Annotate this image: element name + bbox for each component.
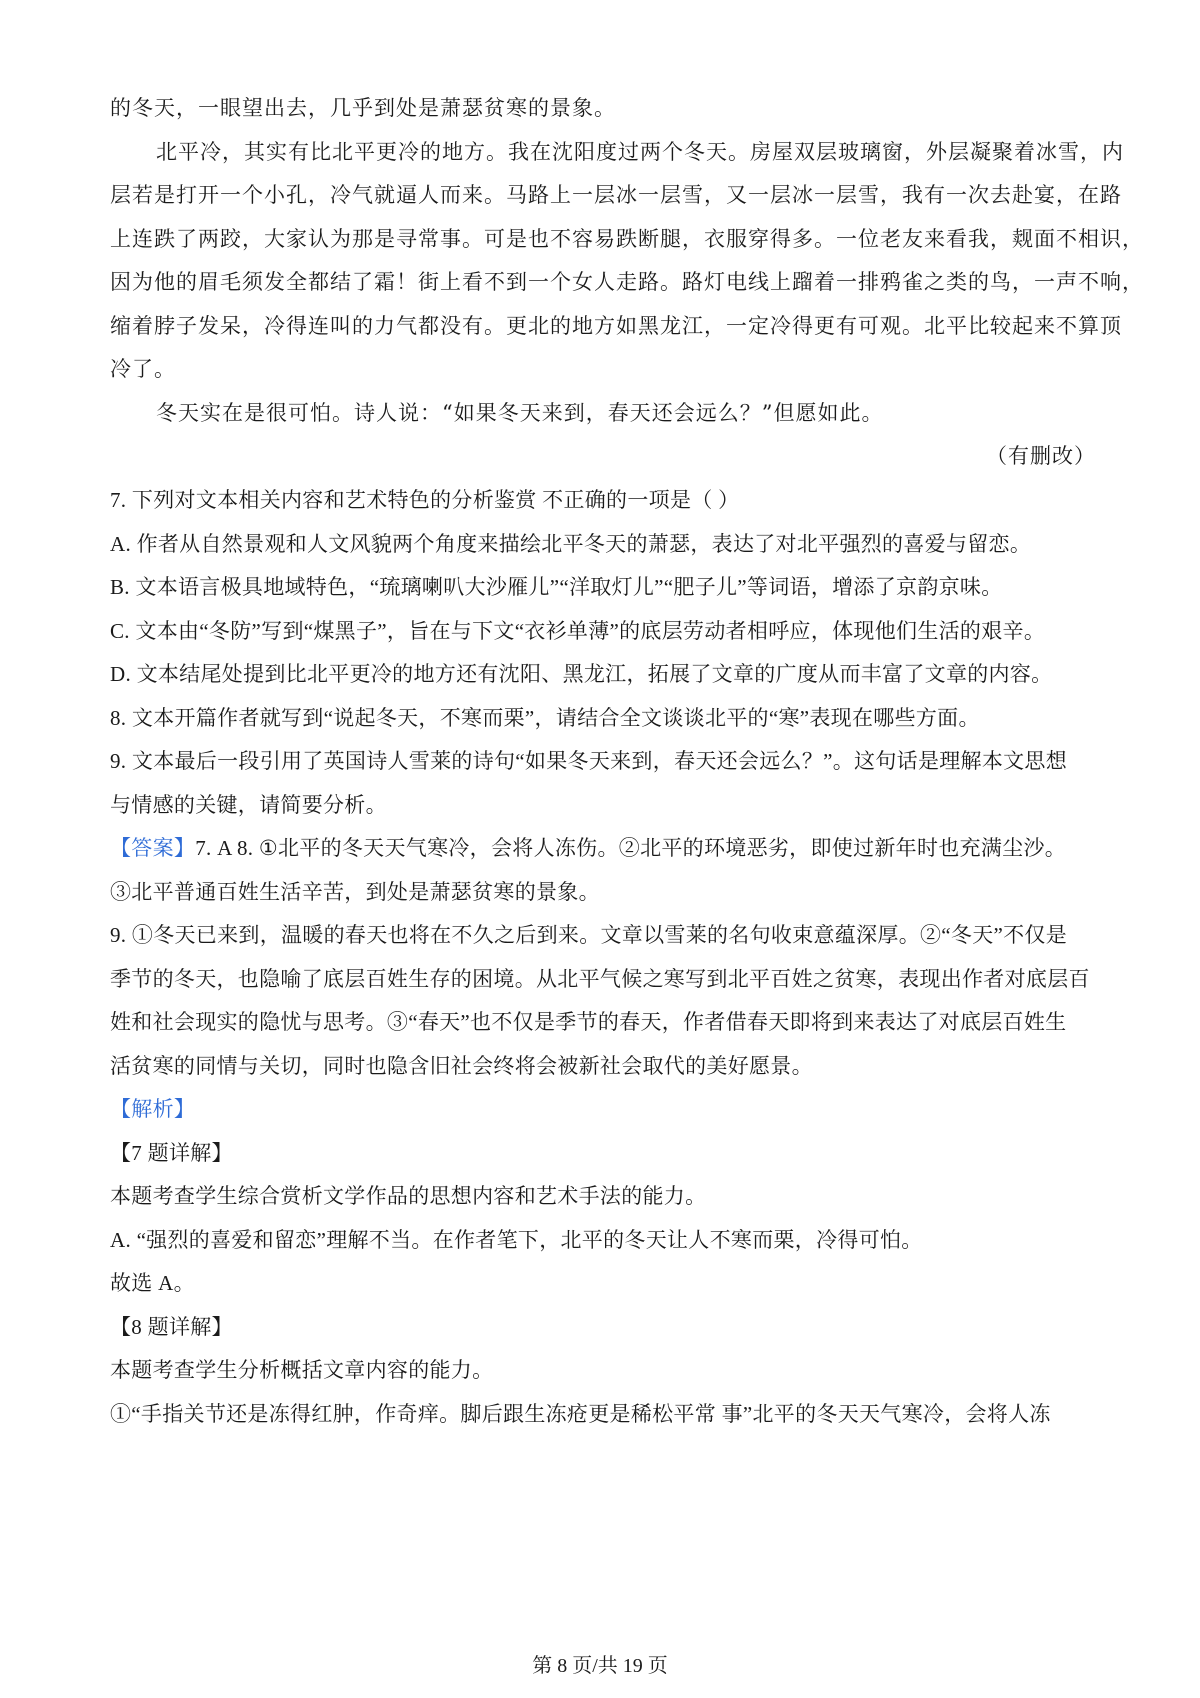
question-9: 9. 文本最后一段引用了英国诗人雪莱的诗句“如果冬天来到，春天还会远么？”。这句话是理解本文思想 xyxy=(110,749,1068,773)
analysis-line: 本题考查学生综合赏析文学作品的思想内容和艺术手法的能力。 xyxy=(110,1184,707,1208)
option-c: C. 文本由“冬防”写到“煤黑子”，旨在与下文“衣衫单薄”的底层劳动者相呼应，体现他们生活的艰辛。 xyxy=(110,619,1046,643)
option-d: D. 文本结尾处提到比北平更冷的地方还有沈阳、黑龙江，拓展了文章的广度从而丰富了文章的内容。 xyxy=(110,662,1053,686)
question-7: 7. 下列对文本相关内容和艺术特色的分析鉴赏 不正确的一项是（ ） xyxy=(110,488,740,512)
question-8: 8. 文本开篇作者就写到“说起冬天，不寒而栗”，请结合全文谈谈北平的“寒”表现在哪些方面。 xyxy=(110,706,980,730)
answer-tag: 【答案】 xyxy=(110,836,196,860)
option-a: A. 作者从自然景观和人文风貌两个角度来描绘北平冬天的萧瑟，表达了对北平强烈的喜爱与留恋。 xyxy=(110,532,1032,556)
analysis-line: A. “强烈的喜爱和留恋”理解不当。在作者笔下，北平的冬天让人不寒而栗，冷得可怕。 xyxy=(110,1228,923,1252)
analysis-line: 本题考查学生分析概括文章内容的能力。 xyxy=(110,1358,494,1382)
analysis-line: 故选 A。 xyxy=(110,1271,195,1295)
passage-line: 北平冷，其实有比北平更冷的地方。我在沈阳度过两个冬天。房屋双层玻璃窗，外层凝聚着冰雪，内 xyxy=(156,140,1124,164)
answer-line: 季节的冬天，也隐喻了底层百姓生存的困境。从北平气候之寒写到北平百姓之贫寒，表现出作者对底层百 xyxy=(110,967,1090,991)
answer-line: 活贫寒的同情与关切，同时也隐含旧社会终将会被新社会取代的美好愿景。 xyxy=(110,1054,813,1078)
analysis-line: ①“手指关节还是冻得红肿，作奇痒。脚后跟生冻疮更是稀松平常 事”北平的冬天天气寒冷，会将人冻 xyxy=(110,1402,1051,1426)
option-b: B. 文本语言极具地域特色，“琉璃喇叭大沙雁儿”“洋取灯儿”“肥子儿”等词语，增添了京韵京味。 xyxy=(110,575,1003,599)
answer-line: 姓和社会现实的隐忧与思考。③“春天”也不仅是季节的春天，作者借春天即将到来表达了对底层百姓生 xyxy=(110,1010,1067,1034)
detail-heading-8: 【8 题详解】 xyxy=(110,1315,233,1339)
passage-line: 缩着脖子发呆，冷得连叫的力气都没有。更北的地方如黑龙江，一定冷得更有可观。北平比较起来不算顶 xyxy=(110,314,1122,338)
source-note: （有删改） xyxy=(986,444,1096,468)
passage-line: 因为他的眉毛须发全都结了霜！街上看不到一个女人走路。路灯电线上蹓着一排鸦雀之类的鸟，一声不响， xyxy=(110,270,1144,294)
question-9-cont: 与情感的关键，请简要分析。 xyxy=(110,793,387,817)
passage-line: 冷了。 xyxy=(110,357,176,381)
answer-line xyxy=(110,833,1096,863)
page-number: 第 8 页/共 19 页 xyxy=(532,1655,668,1677)
detail-heading-7: 【7 题详解】 xyxy=(110,1141,233,1165)
answer-line: 9. ①冬天已来到，温暖的春天也将在不久之后到来。文章以雪莱的名句收束意蕴深厚。②“冬天”不仅是 xyxy=(110,923,1068,947)
analysis-tag: 【解析】 xyxy=(110,1097,196,1121)
passage-line: 上连跌了两跤，大家认为那是寻常事。可是也不容易跌断腿，衣服穿得多。一位老友来看我，觌面不相识， xyxy=(110,227,1144,251)
passage-line: 冬天实在是很可怕。诗人说：“如果冬天来到，春天还会远么？”但愿如此。 xyxy=(156,401,884,425)
passage-line: 层若是打开一个小孔，冷气就逼人而来。马路上一层冰一层雪，又一层冰一层雪，我有一次去赴宴，在路 xyxy=(110,183,1122,207)
passage-line: 的冬天，一眼望出去，几乎到处是萧瑟贫寒的景象。 xyxy=(110,96,616,120)
answer-line: ③北平普通百姓生活辛苦，到处是萧瑟贫寒的景象。 xyxy=(110,880,600,904)
answer-text: 7. A 8. ①北平的冬天天气寒冷，会将人冻伤。②北平的环境恶劣，即使过新年时也充满尘沙。 xyxy=(195,836,1067,860)
